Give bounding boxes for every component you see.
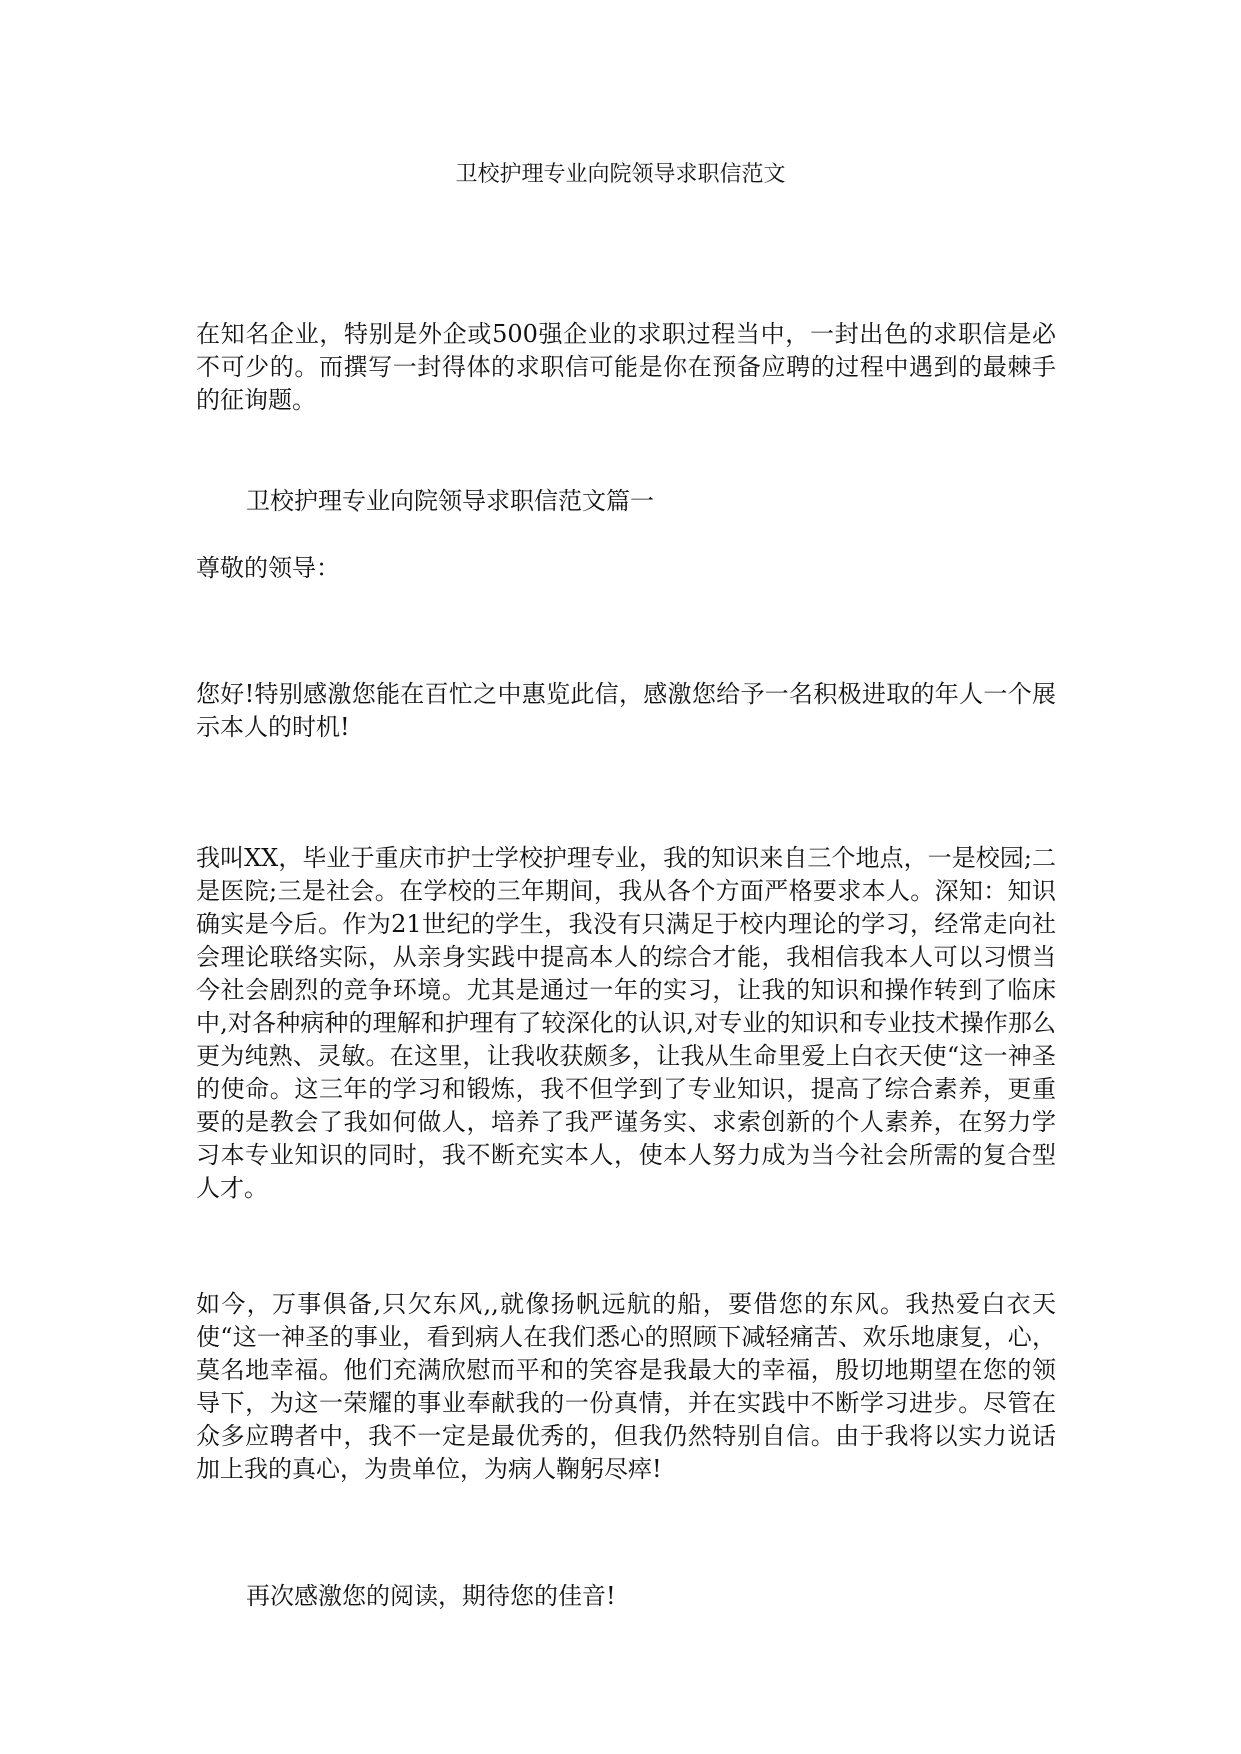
body-paragraph-2: 如今，万事俱备,只欠东风,,就像扬帆远航的船，要借您的东风。我热爱白衣天使“这一神圣的事业，看到病人在我们悉心的照顾下减轻痛苦、欢乐地康复，心，莫名地幸福。他们充满欣慰而平和的笑容是我最大的幸福，殷切地期望在您的领导下，为这一荣耀的事业奉献我的一份真情，并在实践中不断学习进步。尽管在众多应聘者中，我不一定是最优秀的，但我仍然特别自信。由于我将以实力说话加上我的真心，为贵单位，为病人鞠躬尽瘁!: [196, 1290, 1056, 1483]
salutation: 尊敬的领导：: [196, 554, 340, 582]
closing-paragraph: 再次感激您的阅读，期待您的佳音!: [246, 1582, 616, 1610]
section-subtitle: 卫校护理专业向院领导求职信范文篇一: [246, 487, 654, 515]
document-title: 卫校护理专业向院领导求职信范文: [455, 162, 786, 187]
intro-paragraph: 在知名企业，特别是外企或500强企业的求职过程当中，一封出色的求职信是必不可少的。而撰写一封得体的求职信可能是你在预备应聘的过程中遇到的最棘手的征询题。: [196, 320, 1056, 414]
greeting-paragraph: 您好!特别感激您能在百忙之中惠览此信，感激您给予一名积极进取的年人一个展示本人的时机!: [196, 680, 1056, 741]
body-paragraph-1: 我叫XX，毕业于重庆市护士学校护理专业，我的知识来自三个地点，一是校园;二是医院;三是社会。在学校的三年期间，我从各个方面严格要求本人。深知：知识确实是今后。作为21世纪的学生，我没有只满足于校内理论的学习，经常走向社会理论联络实际，从亲身实践中提高本人的综合才能，我相信我本人可以习惯当今社会剧烈的竞争环境。尤其是通过一年的实习，让我的知识和操作转到了临床中,对各种病种的理解和护理有了较深化的认识,对专业的知识和专业技术操作那么更为纯熟、灵敏。在这里，让我收获颇多，让我从生命里爱上白衣天使“这一神圣的使命。这三年的学习和锻炼，我不但学到了专业知识，提高了综合素养，更重要的是教会了我如何做人，培养了我严谨务实、求索创新的个人素养，在努力学习本专业知识的同时，我不断充实本人，使本人努力成为当今社会所需的复合型人才。: [196, 844, 1056, 1202]
